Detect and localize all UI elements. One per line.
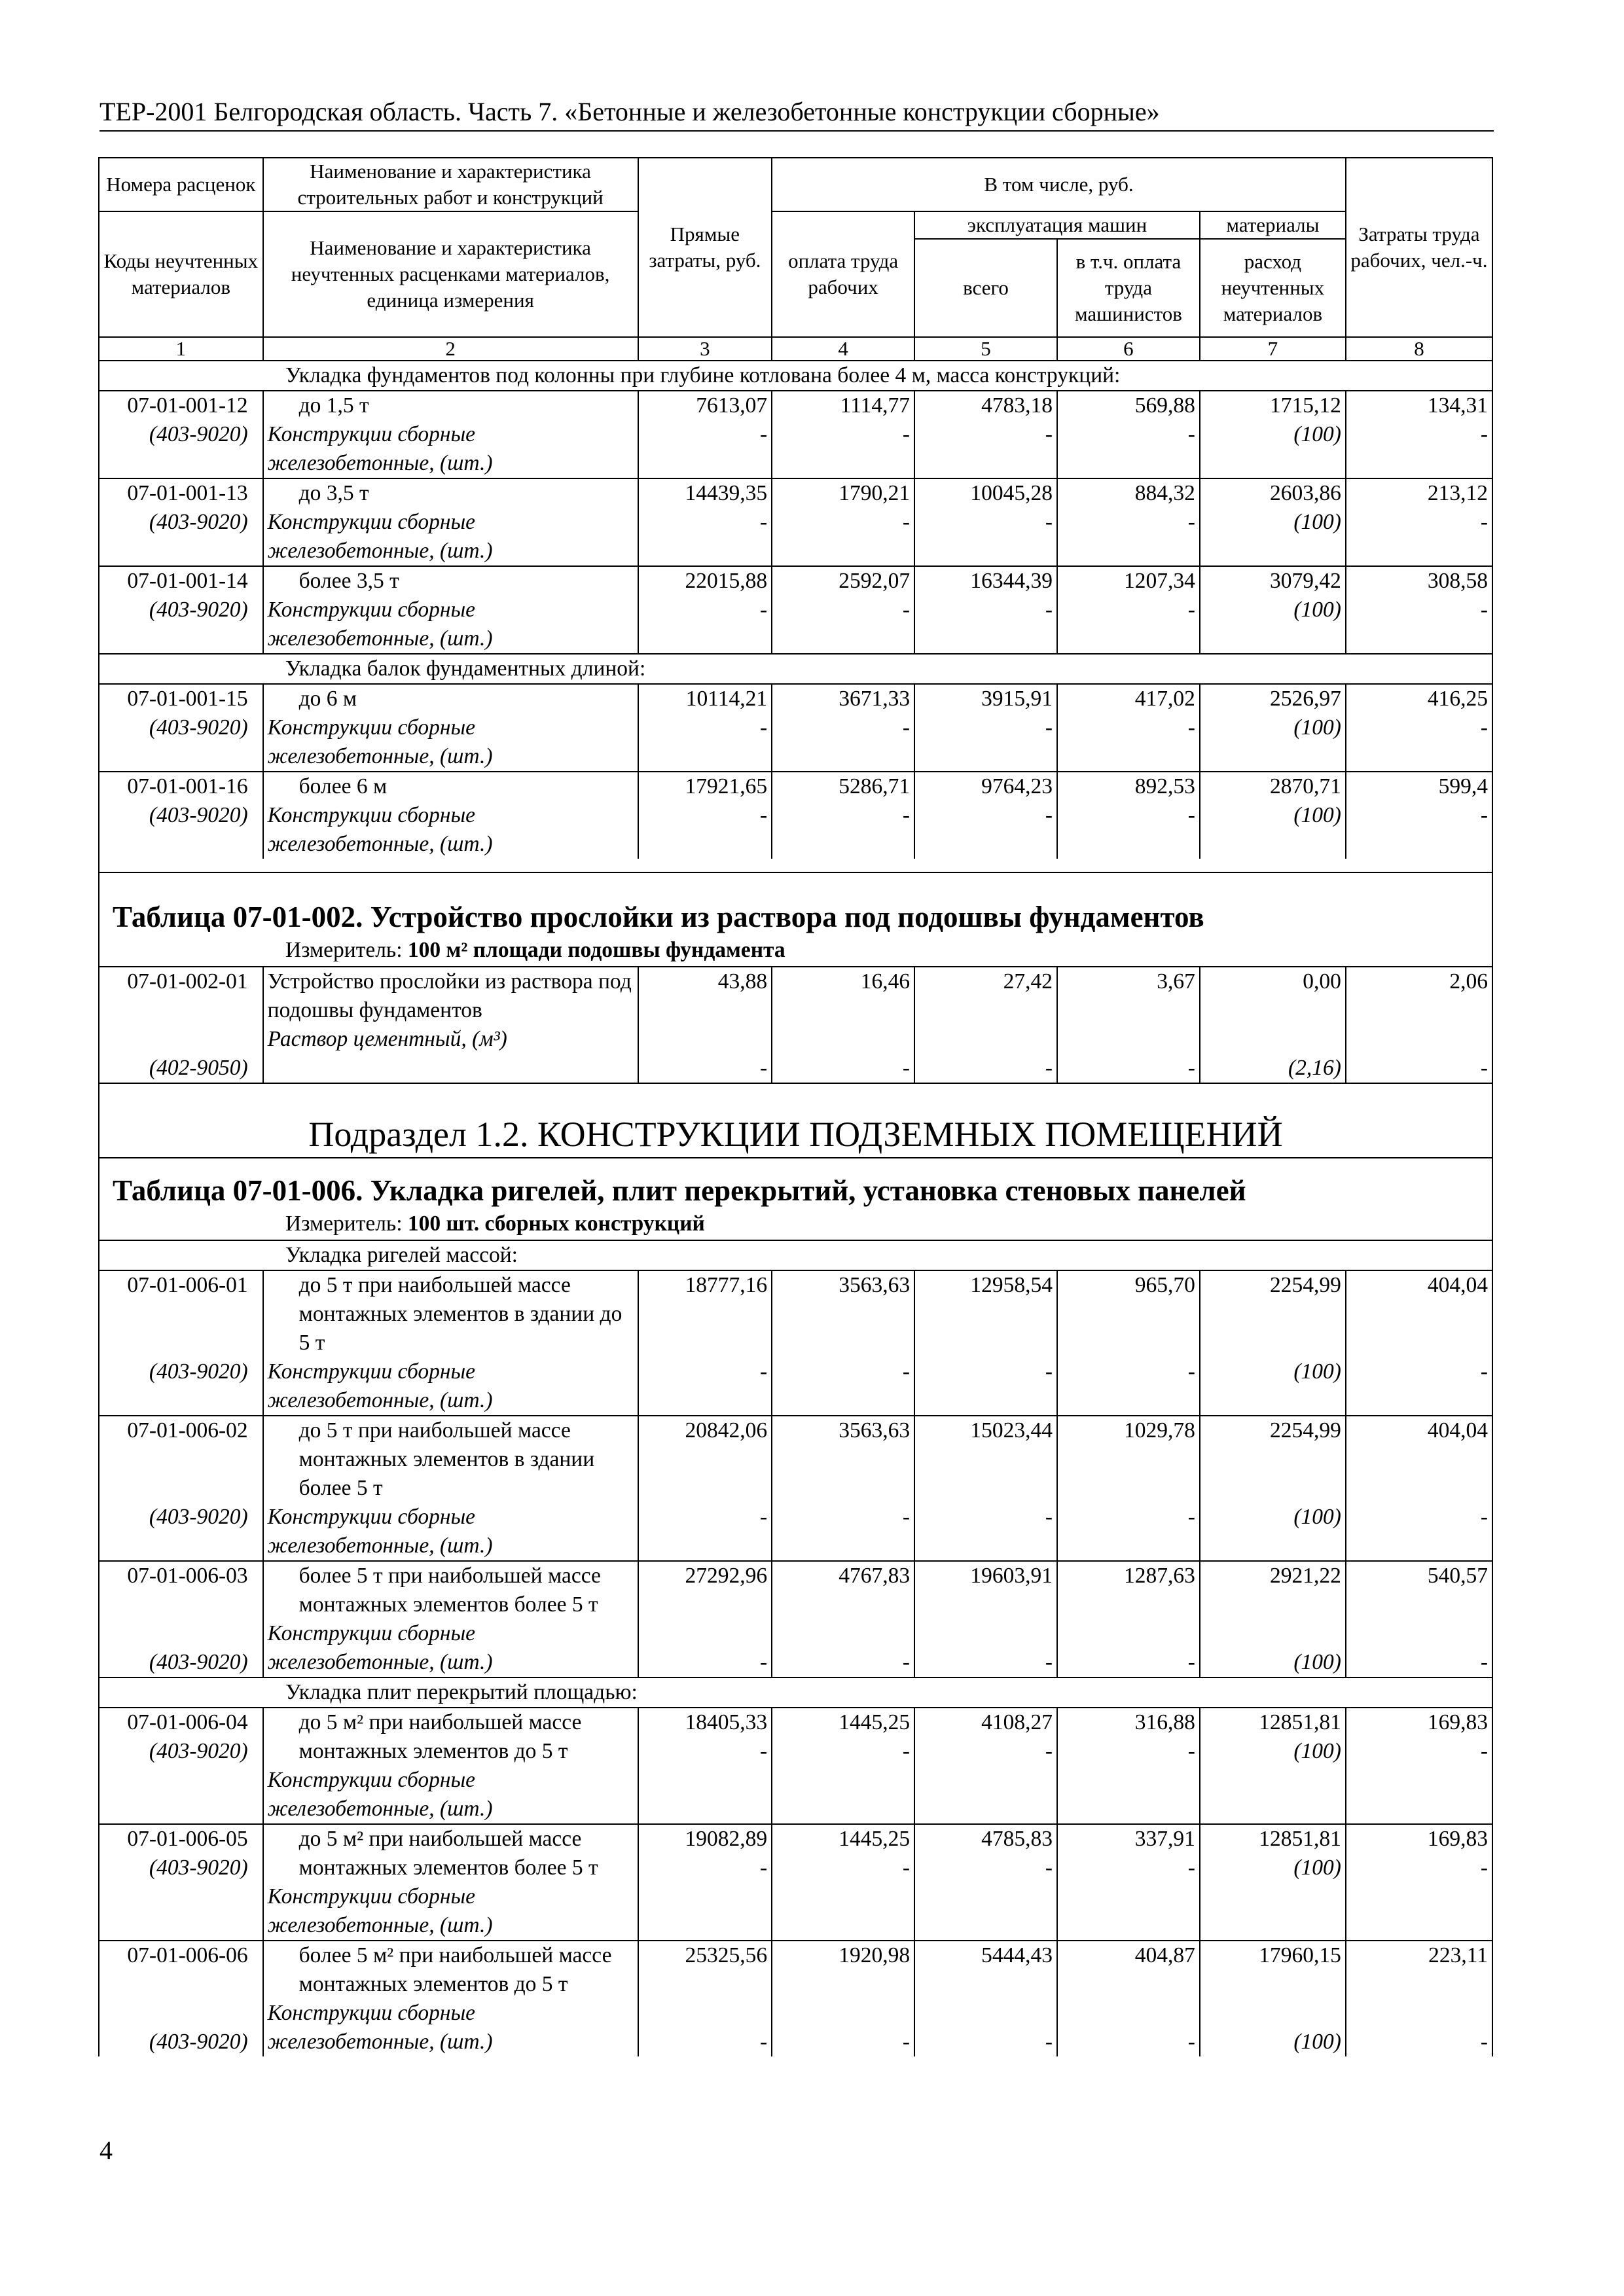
header-materials: материалы bbox=[1200, 211, 1346, 239]
rate-code: 07-01-006-06 (403-9020) bbox=[99, 1941, 263, 2056]
rate-code: 07-01-006-01 (403-9020) bbox=[99, 1270, 263, 1416]
value-cell: 3563,63 - bbox=[772, 1416, 914, 1561]
value-cell: 416,25 - bbox=[1346, 684, 1492, 772]
value-cell: 337,91 - bbox=[1057, 1824, 1200, 1941]
group-heading: Укладка плит перекрытий площадью: bbox=[99, 1677, 1492, 1708]
value-cell: 19603,91 - bbox=[914, 1561, 1057, 1677]
value-cell: 22015,88 - bbox=[638, 566, 772, 654]
value-cell: 316,88 - bbox=[1057, 1708, 1200, 1824]
value-cell: 9764,23 - bbox=[914, 772, 1057, 859]
value-cell: 15023,44 - bbox=[914, 1416, 1057, 1561]
header-rate-number: Номера расценок bbox=[99, 158, 263, 211]
header-machines: эксплуатация машин bbox=[914, 211, 1200, 239]
measure-line: Измеритель: 100 м² площади подошвы фундамента bbox=[285, 938, 785, 962]
group-heading: Укладка фундаментов под колонны при глубине котлована более 4 м, масса конструкций: bbox=[99, 361, 1492, 391]
value-cell: 5444,43 - bbox=[914, 1941, 1057, 2056]
column-number-row: 1 2 3 4 5 6 7 8 bbox=[99, 337, 1492, 361]
value-cell: 14439,35 - bbox=[638, 478, 772, 566]
table-row bbox=[99, 391, 1492, 478]
value-cell: 1445,25 - bbox=[772, 1824, 914, 1941]
value-cell: 404,04 - bbox=[1346, 1416, 1492, 1561]
rate-description: до 5 т при наибольшей массе монтажных элементов в здании более 5 т Конструкции сборные железобетонные, (шт.) bbox=[263, 1416, 638, 1561]
value-cell: 3671,33 - bbox=[772, 684, 914, 772]
value-cell: 2254,99 (100) bbox=[1200, 1416, 1346, 1561]
value-cell: 169,83 - bbox=[1346, 1824, 1492, 1941]
header-material-names: Наименование и характеристика неучтенных расценками материалов, единица измерения bbox=[263, 211, 638, 337]
header-material-codes: Коды неучтенных материалов bbox=[99, 211, 263, 337]
header-labor: оплата труда рабочих bbox=[772, 211, 914, 337]
header-work-name: Наименование и характеристика строительных работ и конструкций bbox=[263, 158, 638, 211]
value-cell: 18777,16 - bbox=[638, 1270, 772, 1416]
value-cell: 27292,96 - bbox=[638, 1561, 772, 1677]
header-worker-costs: Затраты труда рабочих, чел.-ч. bbox=[1346, 158, 1492, 337]
value-cell: 404,87 - bbox=[1057, 1941, 1200, 2056]
value-cell: 3079,42 (100) bbox=[1200, 566, 1346, 654]
value-cell: 10045,28 - bbox=[914, 478, 1057, 566]
rate-description: до 5 т при наибольшей массе монтажных элементов в здании до 5 т Конструкции сборные железобетонные, (шт.) bbox=[263, 1270, 638, 1416]
rate-description: до 5 м² при наибольшей массе монтажных элементов более 5 т Конструкции сборные железобетонные, (шт.) bbox=[263, 1824, 638, 1941]
value-cell: 25325,56 - bbox=[638, 1941, 772, 2056]
value-cell: 1287,63 - bbox=[1057, 1561, 1200, 1677]
table-row bbox=[99, 1416, 1492, 1561]
value-cell: 20842,06 - bbox=[638, 1416, 772, 1561]
value-cell: 2603,86 (100) bbox=[1200, 478, 1346, 566]
value-cell: 1114,77 - bbox=[772, 391, 914, 478]
value-cell: 18405,33 - bbox=[638, 1708, 772, 1824]
value-cell: 884,32 - bbox=[1057, 478, 1200, 566]
value-cell: 2526,97 (100) bbox=[1200, 684, 1346, 772]
value-cell: 134,31 - bbox=[1346, 391, 1492, 478]
value-cell: 12851,81 (100) bbox=[1200, 1708, 1346, 1824]
value-cell: 3915,91 - bbox=[914, 684, 1057, 772]
rate-code: 07-01-006-03 (403-9020) bbox=[99, 1561, 263, 1677]
table-row bbox=[99, 1708, 1492, 1824]
value-cell: 17921,65 - bbox=[638, 772, 772, 859]
value-cell: 213,12 - bbox=[1346, 478, 1492, 566]
table-row: 07-01-002-01 (402-9050) Устройство прослойки из раствора под подошвы фундаментов Раствор цементный, (м³) 43,88 - 16,46 - 27,42 - 3,67 - 0,00 (2,16) 2,06 - bbox=[99, 967, 1492, 1083]
value-cell: 417,02 - bbox=[1057, 684, 1200, 772]
table-row bbox=[99, 1561, 1492, 1677]
table-row bbox=[99, 566, 1492, 654]
header-machines-labor: в т.ч. оплата труда машинистов bbox=[1057, 239, 1200, 337]
table-row bbox=[99, 1824, 1492, 1941]
value-cell: 4783,18 - bbox=[914, 391, 1057, 478]
value-cell: 223,11 - bbox=[1346, 1941, 1492, 2056]
value-cell: 2921,22 (100) bbox=[1200, 1561, 1346, 1677]
group-heading: Укладка балок фундаментных длиной: bbox=[99, 654, 1492, 684]
value-cell: 1920,98 - bbox=[772, 1941, 914, 2056]
value-cell: 12851,81 (100) bbox=[1200, 1824, 1346, 1941]
value-cell: 1029,78 - bbox=[1057, 1416, 1200, 1561]
value-cell: 19082,89 - bbox=[638, 1824, 772, 1941]
value-cell: 2592,07 - bbox=[772, 566, 914, 654]
table-title-block bbox=[99, 872, 1492, 967]
rate-description: более 5 т при наибольшей массе монтажных элементов более 5 т Конструкции сборные железобетонные, (шт.) bbox=[263, 1561, 638, 1677]
value-cell: 1207,34 - bbox=[1057, 566, 1200, 654]
value-cell: 569,88 - bbox=[1057, 391, 1200, 478]
rate-code: 07-01-001-12 (403-9020) bbox=[99, 391, 263, 478]
rate-description: до 3,5 т Конструкции сборные железобетонные, (шт.) bbox=[263, 478, 638, 566]
table-title: Таблица 07-01-002. Устройство прослойки из раствора под подошвы фундаментов bbox=[113, 901, 1204, 933]
value-cell: 3563,63 - bbox=[772, 1270, 914, 1416]
value-cell: 16344,39 - bbox=[914, 566, 1057, 654]
table-row bbox=[99, 772, 1492, 859]
value-cell: 2870,71 (100) bbox=[1200, 772, 1346, 859]
value-cell: 4767,83 - bbox=[772, 1561, 914, 1677]
table-row bbox=[99, 478, 1492, 566]
rate-code: 07-01-001-16 (403-9020) bbox=[99, 772, 263, 859]
value-cell: 4108,27 - bbox=[914, 1708, 1057, 1824]
value-cell: 7613,07 - bbox=[638, 391, 772, 478]
rate-code: 07-01-006-02 (403-9020) bbox=[99, 1416, 263, 1561]
rate-code: 07-01-006-05 (403-9020) bbox=[99, 1824, 263, 1941]
subsection-heading: Подраздел 1.2. КОНСТРУКЦИИ ПОДЗЕМНЫХ ПОМЕЩЕНИЙ bbox=[99, 1083, 1492, 1158]
value-cell: 965,70 - bbox=[1057, 1270, 1200, 1416]
price-table bbox=[98, 157, 1493, 2056]
page-number: 4 bbox=[99, 2136, 113, 2165]
value-cell: 2254,99 (100) bbox=[1200, 1270, 1346, 1416]
value-cell: 4785,83 - bbox=[914, 1824, 1057, 1941]
rate-description: до 6 м Конструкции сборные железобетонные, (шт.) bbox=[263, 684, 638, 772]
value-cell: 17960,15 (100) bbox=[1200, 1941, 1346, 2056]
value-cell: 10114,21 - bbox=[638, 684, 772, 772]
value-cell: 1790,21 - bbox=[772, 478, 914, 566]
rate-code: 07-01-001-14 (403-9020) bbox=[99, 566, 263, 654]
rate-description: до 5 м² при наибольшей массе монтажных элементов до 5 т Конструкции сборные железобетонные, (шт.) bbox=[263, 1708, 638, 1824]
table-row bbox=[99, 1941, 1492, 2056]
value-cell: 540,57 - bbox=[1346, 1561, 1492, 1677]
value-cell: 169,83 - bbox=[1346, 1708, 1492, 1824]
value-cell: 5286,71 - bbox=[772, 772, 914, 859]
rate-description: более 6 м Конструкции сборные железобетонные, (шт.) bbox=[263, 772, 638, 859]
value-cell: 1715,12 (100) bbox=[1200, 391, 1346, 478]
value-cell: 1445,25 - bbox=[772, 1708, 914, 1824]
rate-code: 07-01-006-04 (403-9020) bbox=[99, 1708, 263, 1824]
header-machines-total: всего bbox=[914, 239, 1057, 337]
table-title: Таблица 07-01-006. Укладка ригелей, плит перекрытий, установка стеновых панелей bbox=[113, 1174, 1246, 1207]
rate-code: 07-01-001-13 (403-9020) bbox=[99, 478, 263, 566]
running-header: ТЕР-2001 Белгородская область. Часть 7. «Бетонные и железобетонные конструкции сборные» bbox=[99, 95, 1494, 132]
header-direct-costs: Прямые затраты, руб. bbox=[638, 158, 772, 337]
table-row bbox=[99, 684, 1492, 772]
table-title-block bbox=[99, 1158, 1492, 1240]
rate-code: 07-01-001-15 (403-9020) bbox=[99, 684, 263, 772]
value-cell: 599,4 - bbox=[1346, 772, 1492, 859]
value-cell: 308,58 - bbox=[1346, 566, 1492, 654]
measure-line: Измеритель: 100 шт. сборных конструкций bbox=[285, 1211, 705, 1236]
value-cell: 12958,54 - bbox=[914, 1270, 1057, 1416]
rate-description: до 1,5 т Конструкции сборные железобетонные, (шт.) bbox=[263, 391, 638, 478]
group-heading: Укладка ригелей массой: bbox=[99, 1240, 1492, 1270]
header-materials-consumption: расход неучтенных материалов bbox=[1200, 239, 1346, 337]
value-cell: 892,53 - bbox=[1057, 772, 1200, 859]
value-cell: 404,04 - bbox=[1346, 1270, 1492, 1416]
rate-description: более 5 м² при наибольшей массе монтажных элементов до 5 т Конструкции сборные железобетонные, (шт.) bbox=[263, 1941, 638, 2056]
header-incl: В том числе, руб. bbox=[772, 158, 1346, 211]
rate-description: более 3,5 т Конструкции сборные железобетонные, (шт.) bbox=[263, 566, 638, 654]
table-row bbox=[99, 1270, 1492, 1416]
